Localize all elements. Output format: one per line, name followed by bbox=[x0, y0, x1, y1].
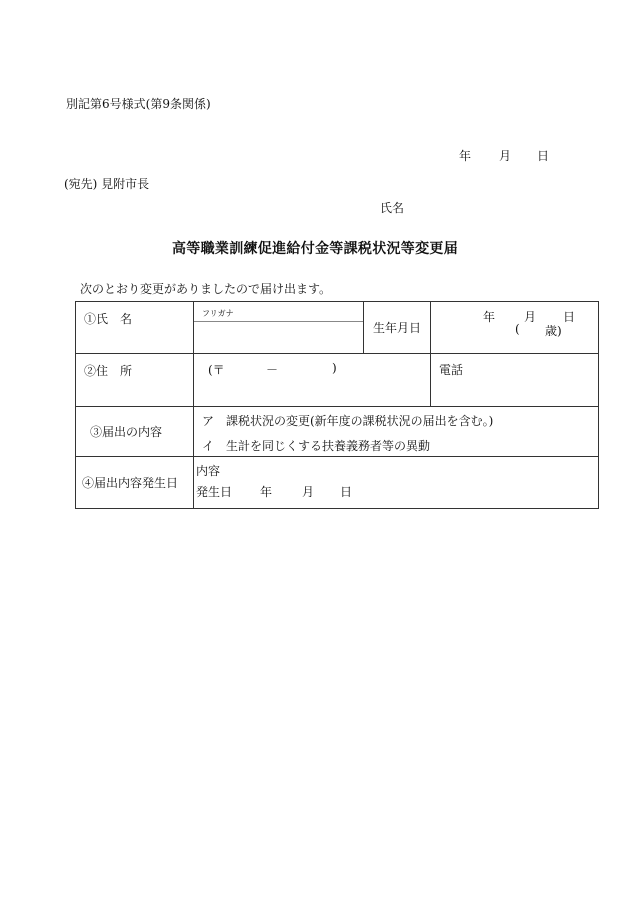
intro-text: 次のとおり変更がありましたので届け出ます。 bbox=[80, 282, 332, 296]
postal-close: ) bbox=[332, 361, 337, 375]
addressee: (宛先) 見附市長 bbox=[64, 177, 150, 191]
furigana-label: フリガナ bbox=[202, 309, 234, 318]
option-a[interactable]: ア 課税状況の変更(新年度の課税状況の届出を含む。) bbox=[202, 414, 494, 428]
birth-year-label: 年 bbox=[483, 310, 496, 324]
occurrence-field[interactable] bbox=[194, 457, 599, 509]
occurrence-label: ④届出内容発生日 bbox=[76, 457, 194, 509]
document-title: 高等職業訓練促進給付金等課税状況等変更届 bbox=[172, 241, 458, 257]
date-day-label: 日 bbox=[537, 149, 550, 163]
phone-field[interactable] bbox=[431, 354, 599, 407]
name-label: ①氏 名 bbox=[76, 302, 194, 354]
address-field[interactable] bbox=[194, 354, 431, 407]
birth-month-label: 月 bbox=[524, 310, 537, 324]
change-notification-table bbox=[75, 301, 599, 509]
date-month-label: 月 bbox=[499, 149, 512, 163]
name-field[interactable] bbox=[194, 302, 364, 354]
content-label: ③届出の内容 bbox=[76, 407, 194, 457]
address-row bbox=[76, 354, 599, 407]
postal-open: (〒 bbox=[208, 363, 225, 377]
date-year-label: 年 bbox=[459, 149, 472, 163]
birthdate-field[interactable] bbox=[431, 302, 599, 354]
address-label: ②住 所 bbox=[76, 354, 194, 407]
option-i[interactable]: イ 生計を同じくする扶養義務者等の異動 bbox=[202, 439, 431, 453]
age-label: 歳) bbox=[545, 324, 562, 338]
submission-date bbox=[459, 147, 549, 164]
phone-label: 電話 bbox=[439, 363, 464, 377]
birthdate-label: 生年月日 bbox=[364, 302, 431, 354]
occurrence-row bbox=[76, 457, 599, 509]
name-row bbox=[76, 302, 599, 354]
detail-label: 内容 bbox=[196, 464, 221, 478]
occurrence-year-label: 年 bbox=[260, 485, 273, 499]
content-row bbox=[76, 407, 599, 457]
name-input-area[interactable] bbox=[194, 321, 363, 348]
postal-dash: － bbox=[266, 363, 279, 377]
form-reference: 別記第6号様式(第9条関係) bbox=[66, 97, 211, 111]
occurrence-day-label: 日 bbox=[340, 485, 353, 499]
content-options bbox=[194, 407, 599, 457]
occurrence-month-label: 月 bbox=[302, 485, 315, 499]
occurrence-date-label: 発生日 bbox=[196, 485, 233, 499]
age-open: ( bbox=[515, 322, 520, 336]
applicant-name-label: 氏名 bbox=[380, 201, 405, 215]
birth-day-label: 日 bbox=[563, 310, 576, 324]
